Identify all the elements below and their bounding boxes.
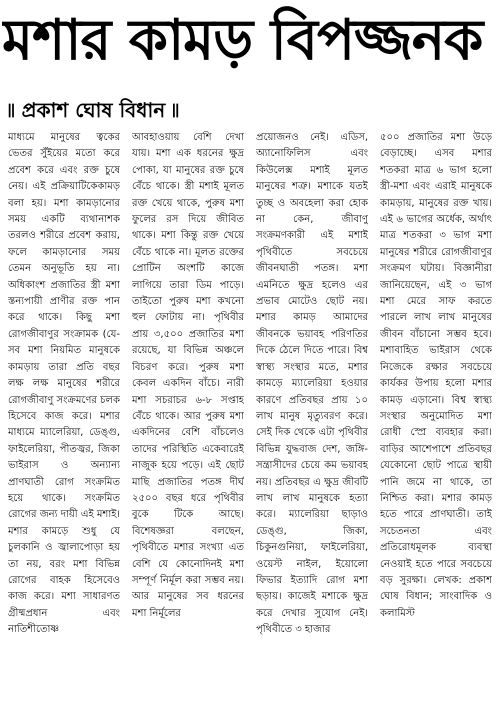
article-body: [8, 130, 492, 708]
article-column-3: [256, 130, 368, 708]
article-column-4: [380, 130, 492, 708]
column-text: মাধ্যমে মানুষের ত্বকের ভেতর সুঁইয়ের মতো করে প্রবেশ করে এবং রক্ত চুষে নেয়। এই প্রক্রিয়াটিকেকামড় বলা হয়। মশা কামড়ানোর সময় একটি ব্যথানাশক তরলও শরীরে প্রবেশ করায়, ফলে কামড়ানোর সময় তেমন অনুভূতি হয় না। অধিকাংশ প্রজাতির স্ত্রী মশা স্তন্যপায়ী প্রাণীর রক্ত পান করে থাকে। কিছু মশা রোগজীবাণুর সংক্রামক (যে-সব মশা নিয়মিত মানুষকে কামড়ায় তারা প্রতি বছর লক্ষ লক্ষ মানুষের শরীরে রোগজীবাণু সংক্রমণের চলক হিসেবে কাজ করে। মশার মাধ্যমে ম্যালেরিয়া, ডেঙ্গু, ফাইলেরিয়া, পীতজ্বর, জিকা ভাইরাস ও অন্যান্য প্রাণঘাতী রোগ সংক্রমিত হয়ে থাকে। সংক্রমিত রোগের জন্য দায়ী এই মশাই। মশার কামড়ে শুধু যে চুলকানি ও জ্বালাপোড়া হয় তা নয়, বরং মশা বিভিন্ন রোগের বাহক হিসেবেও কাজ করে। মশা সাধারণত গ্রীষ্মপ্রধান এবং নাতিশীতোষ্ণ: [8, 132, 120, 636]
column-text: প্রয়োজনও নেই। এডিস, অ্যানোফিলিস এবং কিউলেক্স মশাই মূলত মানুষের শত্রু। মশাকে যতই তুচ্ছ ও অবহেলা করা হোক না কেন, জীবাণু সংক্রমণকারী এই মশাই পৃথিবীতে সবচেয়ে জীবনঘাতী পতঙ্গ। মশা এমনিতে ক্ষুদ্র হলেও এর প্রভাব মোটেও ছোট নয়। মশার কামড় আমাদের জীবনকে ভয়াবহ পরিণতির দিকে ঠেলে দিতে পারে। বিশ্ব স্বাস্থ্য সংস্থার মতে, মশার কামড়ে ম্যালেরিয়া হওয়ার কারণে প্রতিবছর প্রায় ১০ লাখ মানুষ মৃত্যুবরণ করে। সেই দিক থেকে এটা পৃথিবীর বিভিন্ন যুদ্ধবাজ দেশ, জঙ্গি-সন্ত্রাসীদের চেয়ে কম ভয়াবহ নয়। প্রতিবছর এ ক্ষুদ্র জীবটি লাখ লাখ মানুষকে হত্যা করে। ম্যালেরিয়া ছাড়াও ডেঙ্গু, জিকা, চিকুনগুনিয়া, ফাইলেরিয়া, ওয়েস্ট নাইল, ইয়োলো ফিভার ইত্যাদি রোগ মশা ছড়ায়। কাজেই মশাকে ক্ষুদ্র করে দেখার সুযোগ নেই। পৃথিবীতে ৩ হাজার: [256, 132, 368, 636]
article-headline: মশার কামড় বিপজ্জনক: [2, 8, 483, 73]
article-byline: ৷৷ প্রকাশ ঘোষ বিধান ৷৷: [8, 98, 179, 122]
article-column-1: [8, 130, 120, 708]
column-text: ৫০০ প্রজাতির মশা উড়ে বেড়াচ্ছে। এসব মশার শতকরা মাত্র ৬ ভাগ হলো স্ত্রী-মশা এবং এরাই মানুষকে কামড়ায়, মানুষের রক্ত খায়। এই ৬ ভাগের অর্ধেক, অর্থাৎ মাত্র শতকরা ৩ ভাগ মশা মানুষের শরীরে রোগজীবাণুর সংক্রমণ ঘটায়। বিজ্ঞানীরা জানিয়েছেন, এই ৩ ভাগ মশা মেরে সাফ করতে পারলে লাখ লাখ মানুষের জীবন বাঁচানো সম্ভব হবে। মশাবাহিত ভাইরাস থেকে নিজেকে রক্ষার সবচেয়ে কার্যকর উপায় হলো মশার কামড় এড়ানো। বিশ্ব স্বাস্থ্য সংস্থার অনুমোদিত মশা রোধী স্প্রে ব্যবহার করা। বাড়ির আশেপাশে প্রতিবছর যেকোনো ছোট পাত্রে স্থায়ী পানি জমে না থাকে, তা নিশ্চিত করা। মশার কামড় হতে পারে প্রাণঘাতী। তাই সচেতনতা এবং প্রতিরোধমূলক ব্যবস্থা নেওয়াই হতে পারে সবচেয়ে বড় সুরক্ষা। লেখক: প্রকাশ ঘোষ বিধান; সাংবাদিক ও কলামিস্ট: [380, 132, 492, 619]
article-column-2: [132, 130, 244, 708]
column-text: আবহাওয়ায় বেশি দেখা যায়। মশা এক ধরনের ক্ষুদ্র পোকা, যা মানুষের রক্ত চুষে বেঁচে থাকে। স্ত্রী মশাই মূলত রক্ত খেয়ে থাকে, পুরুষ মশা ফুলের রস দিয়ে জীবিত থাকে। মশা কিন্তু রক্ত খেয়ে বেঁচে থাকে না। মূলত রক্তের প্রোটিন অংশটি কাজে লাগিয়ে তারা ডিম পাড়ে। তাইতো পুরুষ মশা কখনো হুল ফোটায় না। পৃথিবীর প্রায় ৩,৫০০ প্রজাতির মশা রয়েছে, যা বিভিন্ন অঞ্চলে বিচরণ করে। পুরুষ মশা কেবল একদিন বাঁচে। নারী মশা সচরাচর ৬-৮ সপ্তাহ বেঁচে থাকে। আর পুরুষ মশা একদিনের বেশি বাঁচলেও তাদের পরিস্থিতি একেবারেই নাজুক হয়ে পড়ে। এই ছোট মাছি প্রজাতির পতঙ্গ দীর্ঘ ২৫০০ বছর ধরে পৃথিবীর বুকে টিকে আছে। বিশেষজ্ঞরা বলছেন, পৃথিবীতে মশার সংখ্যা এত বেশি যে কোনোদিনই মশা সম্পূর্ণ নির্মূল করা সম্ভব নয়। আর মানুষের সব ধরনের মশা নির্মূলের: [132, 132, 244, 619]
